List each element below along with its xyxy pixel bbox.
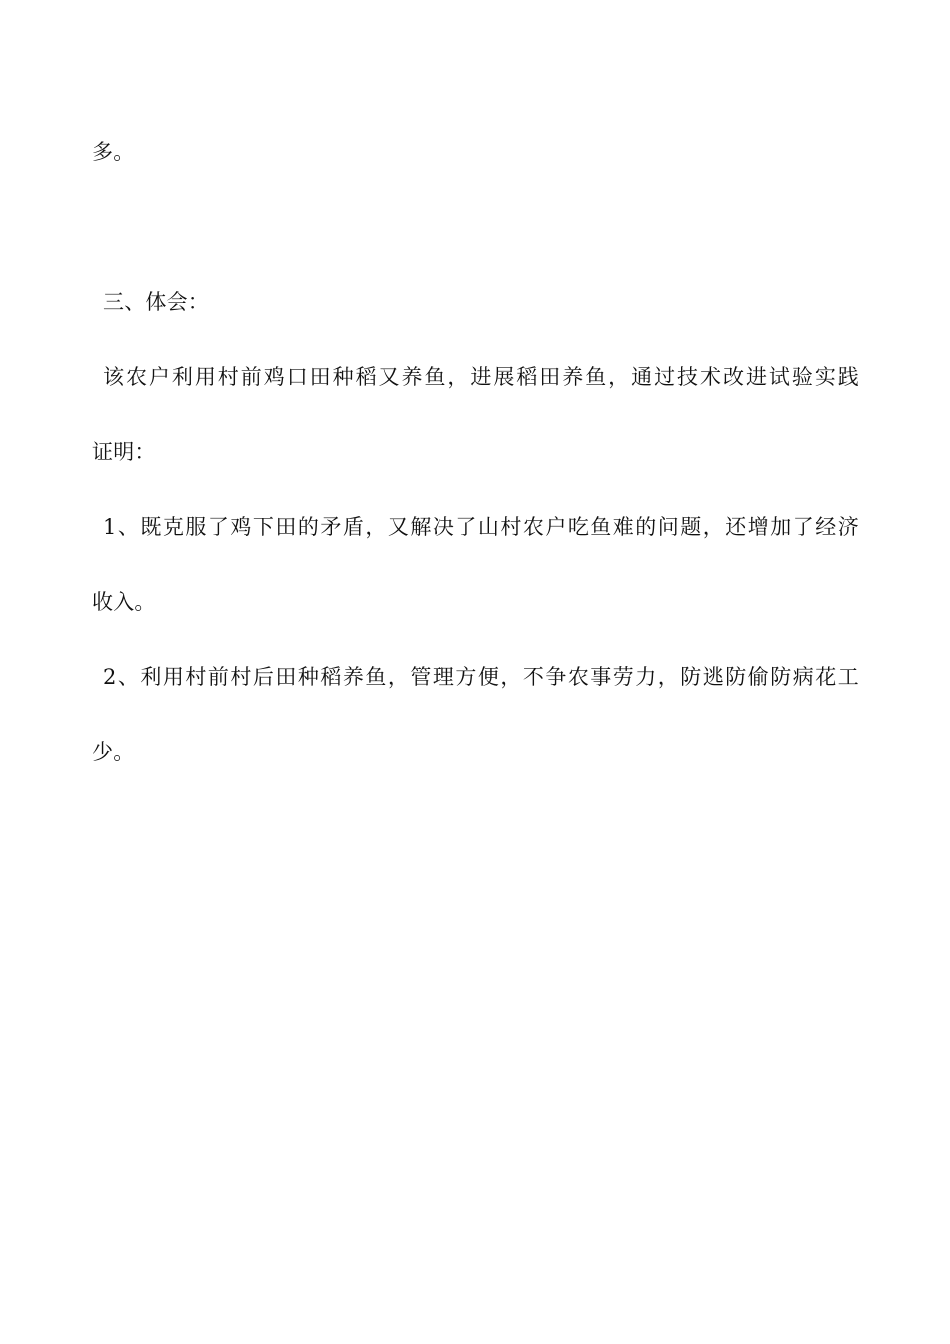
list-item-1-line-2: 收入。 bbox=[92, 590, 156, 614]
list-item-2-line-1: 2、利用村前村后田种稻养鱼，管理方便，不争农事劳力，防逃防偷防病花工 bbox=[103, 665, 859, 689]
list-item-1-line-1: 1、既克服了鸡下田的矛盾，又解决了山村农户吃鱼难的问题，还增加了经济 bbox=[103, 515, 859, 539]
intro-paragraph-line-1: 该农户利用村前鸡口田种稻又养鱼，进展稻田养鱼，通过技术改进试验实践 bbox=[103, 365, 859, 389]
intro-paragraph-line-2: 证明： bbox=[92, 440, 156, 464]
continuation-text-line: 多。 bbox=[92, 140, 135, 164]
list-item-2-line-2: 少。 bbox=[92, 740, 135, 764]
section-heading: 三、体会： bbox=[103, 290, 209, 314]
